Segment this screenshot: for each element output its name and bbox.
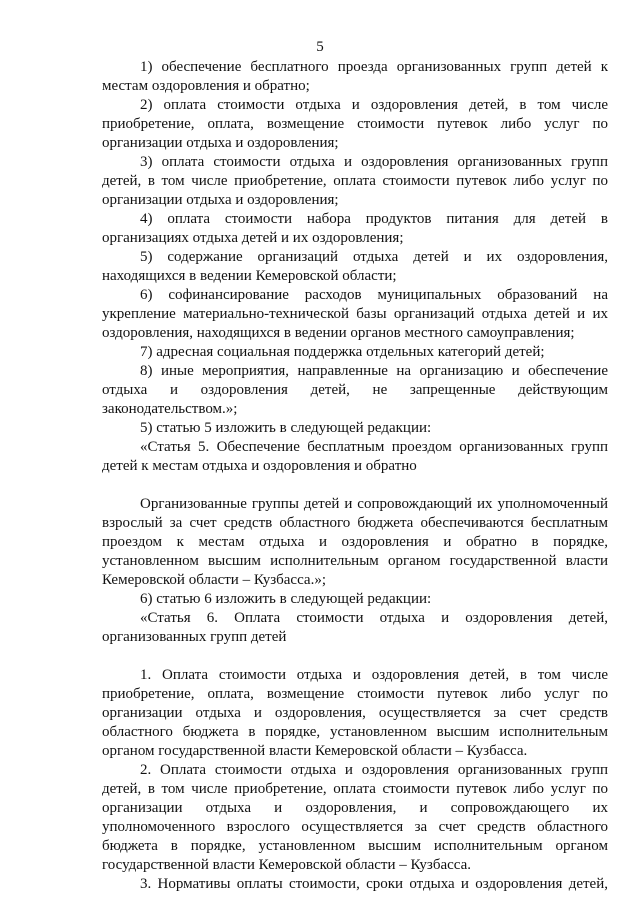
text-line: областного бюджета в порядке, установленном высшим исполнительным [102, 724, 608, 740]
text-line: детей, в том числе приобретение, оплата стоимости путевок либо услуг по [102, 781, 608, 797]
text-line: организации отдыха и оздоровления, осуществляется за счет средств [102, 705, 608, 721]
text-line: отдыха и оздоровления детей, не запрещенные действующим [102, 382, 608, 398]
text-line: 2) оплата стоимости отдыха и оздоровления детей, в том числе [140, 97, 608, 113]
page-number: 5 [316, 39, 324, 55]
text-line: приобретение, оплата, возмещение стоимости путевок либо услуг по [102, 686, 608, 702]
text-line: детей к местам отдыха и оздоровления и обратно [102, 458, 417, 474]
text-line: организациях отдыха детей и их оздоровления; [102, 230, 404, 246]
text-line: организации отдыха и оздоровления; [102, 192, 339, 208]
text-line: проездом к местам отдыха и оздоровления и обратно в порядке, [102, 534, 608, 550]
text-line: организованных групп детей [102, 629, 287, 645]
text-line: приобретение, оплата, возмещение стоимости путевок либо услуг по [102, 116, 608, 132]
text-line: 8) иные мероприятия, направленные на организацию и обеспечение [140, 363, 608, 379]
text-line: 4) оплата стоимости набора продуктов питания для детей в [140, 211, 608, 227]
text-line: 5) содержание организаций отдыха детей и их оздоровления, [140, 249, 608, 265]
text-line: 5) статью 5 изложить в следующей редакции: [140, 420, 432, 436]
text-line: законодательством.»; [102, 401, 238, 417]
text-line: государственной власти Кемеровской области – Кузбасса. [102, 857, 472, 873]
text-line: детей, в том числе приобретение, оплата стоимости путевок либо услуг по [102, 173, 608, 189]
text-line: 7) адресная социальная поддержка отдельных категорий детей; [140, 344, 545, 360]
text-line: органом государственной власти Кемеровской области – Кузбасса. [102, 743, 528, 759]
text-line: 1) обеспечение бесплатного проезда организованных групп детей к [140, 59, 608, 75]
text-line: уполномоченного взрослого осуществляется за счет средств областного [102, 819, 608, 835]
text-line: Кемеровской области – Кузбасса.»; [102, 572, 327, 588]
text-line: бюджета в порядке, установленном высшим исполнительным органом [102, 838, 608, 854]
text-line: 3. Нормативы оплаты стоимости, сроки отдыха и оздоровления детей, [140, 876, 608, 892]
text-line: организации отдыха и оздоровления, и сопровождающего их [102, 800, 608, 816]
text-line: находящихся в ведении Кемеровской области; [102, 268, 397, 284]
text-line: взрослый за счет средств областного бюджета обеспечиваются бесплатным [102, 515, 608, 531]
text-line: 6) софинансирование расходов муниципальных образований на [140, 287, 608, 303]
text-line: 2. Оплата стоимости отдыха и оздоровления организованных групп [140, 762, 608, 778]
text-line: установленном высшим исполнительным органом государственной власти [102, 553, 608, 569]
text-line: организации отдыха и оздоровления; [102, 135, 339, 151]
text-line: Организованные группы детей и сопровождающий их уполномоченный [140, 496, 608, 512]
text-line: укрепление материально-технической базы организаций отдыха детей и их [102, 306, 608, 322]
text-line: 3) оплата стоимости отдыха и оздоровления организованных групп [140, 154, 608, 170]
text-line: оздоровления, находящихся в ведении органов местного самоуправления; [102, 325, 575, 341]
text-line: 6) статью 6 изложить в следующей редакции: [140, 591, 432, 607]
text-line: 1. Оплата стоимости отдыха и оздоровления детей, в том числе [140, 667, 608, 683]
text-line: «Статья 6. Оплата стоимости отдыха и оздоровления детей, [140, 610, 608, 626]
text-line: «Статья 5. Обеспечение бесплатным проездом организованных групп [140, 439, 608, 455]
text-line: местам оздоровления и обратно; [102, 78, 310, 94]
